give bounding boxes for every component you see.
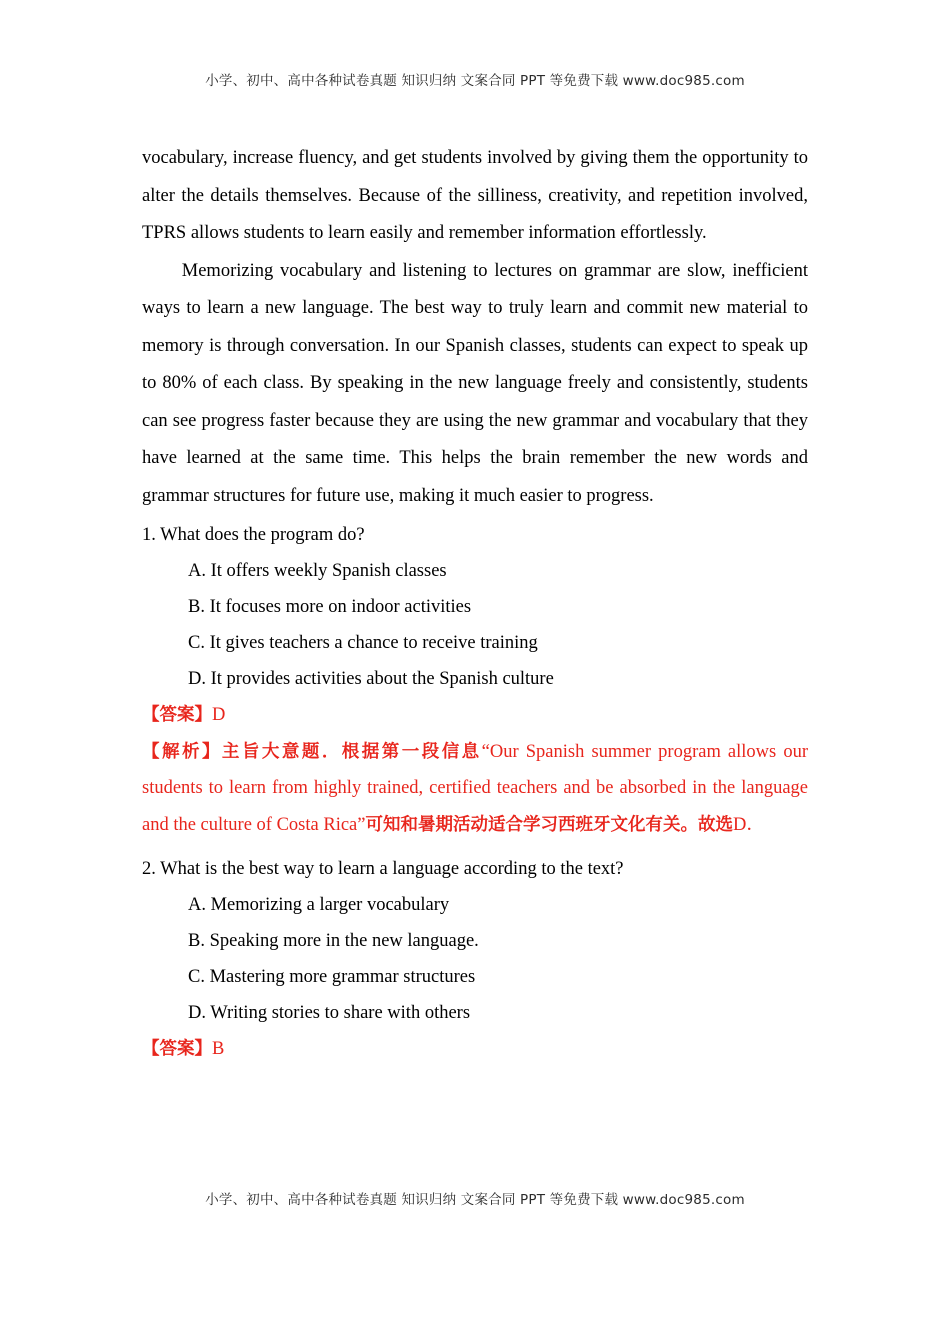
question-2-stem: 2. What is the best way to learn a language according to the text? <box>142 859 624 879</box>
question-2-answer <box>142 1031 808 1068</box>
question-2-option-b[interactable]: B. Speaking more in the new language. <box>188 931 479 951</box>
question-1-analysis-label: 【解析】 <box>142 741 222 762</box>
question-1-analysis-tail-value: D． <box>732 814 765 835</box>
question-1-analysis-lead: 主旨大意题．根据第一段信息 <box>221 741 482 762</box>
question-1-option-d[interactable]: D. It provides activities about the Spanish culture <box>188 669 554 689</box>
question-1-answer-value: D <box>212 705 226 725</box>
paragraph-2: Memorizing vocabulary and listening to lectures on grammar are slow, inefficient ways to learn a new language. The best way to truly learn and commit new material to memory is through conversation. In our Spanish classes, students can expect to speak up to 80% of each class. By speaking in the new language freely and consistently, students can see progress faster because they are using the new grammar and vocabulary that they have learned at the same time. This helps the brain remember the new words and grammar structures for future use, making it much easier to progress. <box>142 260 808 506</box>
question-1-answer-label: 【答案】 <box>142 705 212 725</box>
question-2-answer-label: 【答案】 <box>142 1039 212 1059</box>
question-1-option-c[interactable]: C. It gives teachers a chance to receive training <box>188 633 538 653</box>
paragraph-1: vocabulary, increase fluency, and get students involved by giving them the opportunity to alter the details themselves. Because of the silliness, creativity, and repetition involved, TPRS allows students to learn easily and remember information effortlessly. <box>142 148 808 243</box>
question-2-answer-value: B <box>212 1039 225 1059</box>
document-body <box>142 140 808 1068</box>
question-1-option-b[interactable]: B. It focuses more on indoor activities <box>188 597 472 617</box>
question-2-option-a[interactable]: A. Memorizing a larger vocabulary <box>188 895 450 915</box>
watermark-footer: 小学、初中、高中各种试卷真题 知识归纳 文案合同 PPT 等免费下载 www.doc985.com <box>205 1192 745 1208</box>
question-1-stem: 1. What does the program do? <box>142 525 365 545</box>
question-2-option-c[interactable]: C. Mastering more grammar structures <box>188 967 476 987</box>
watermark-header: 小学、初中、高中各种试卷真题 知识归纳 文案合同 PPT 等免费下载 www.doc985.com <box>205 73 745 89</box>
question-1-analysis-quote: “Our Spanish summer program allows our students to learn from highly trained, certified teachers and be absorbed in the language and the culture of Costa Rica” <box>142 741 809 835</box>
question-1-analysis-tail: 可知和暑期活动适合学习西班牙文化有关。故选 <box>365 814 733 835</box>
question-2-option-d[interactable]: D. Writing stories to share with others <box>188 1003 471 1023</box>
question-1-option-a[interactable]: A. It offers weekly Spanish classes <box>188 561 447 581</box>
question-1-analysis <box>142 734 808 844</box>
question-1-answer <box>142 697 808 734</box>
